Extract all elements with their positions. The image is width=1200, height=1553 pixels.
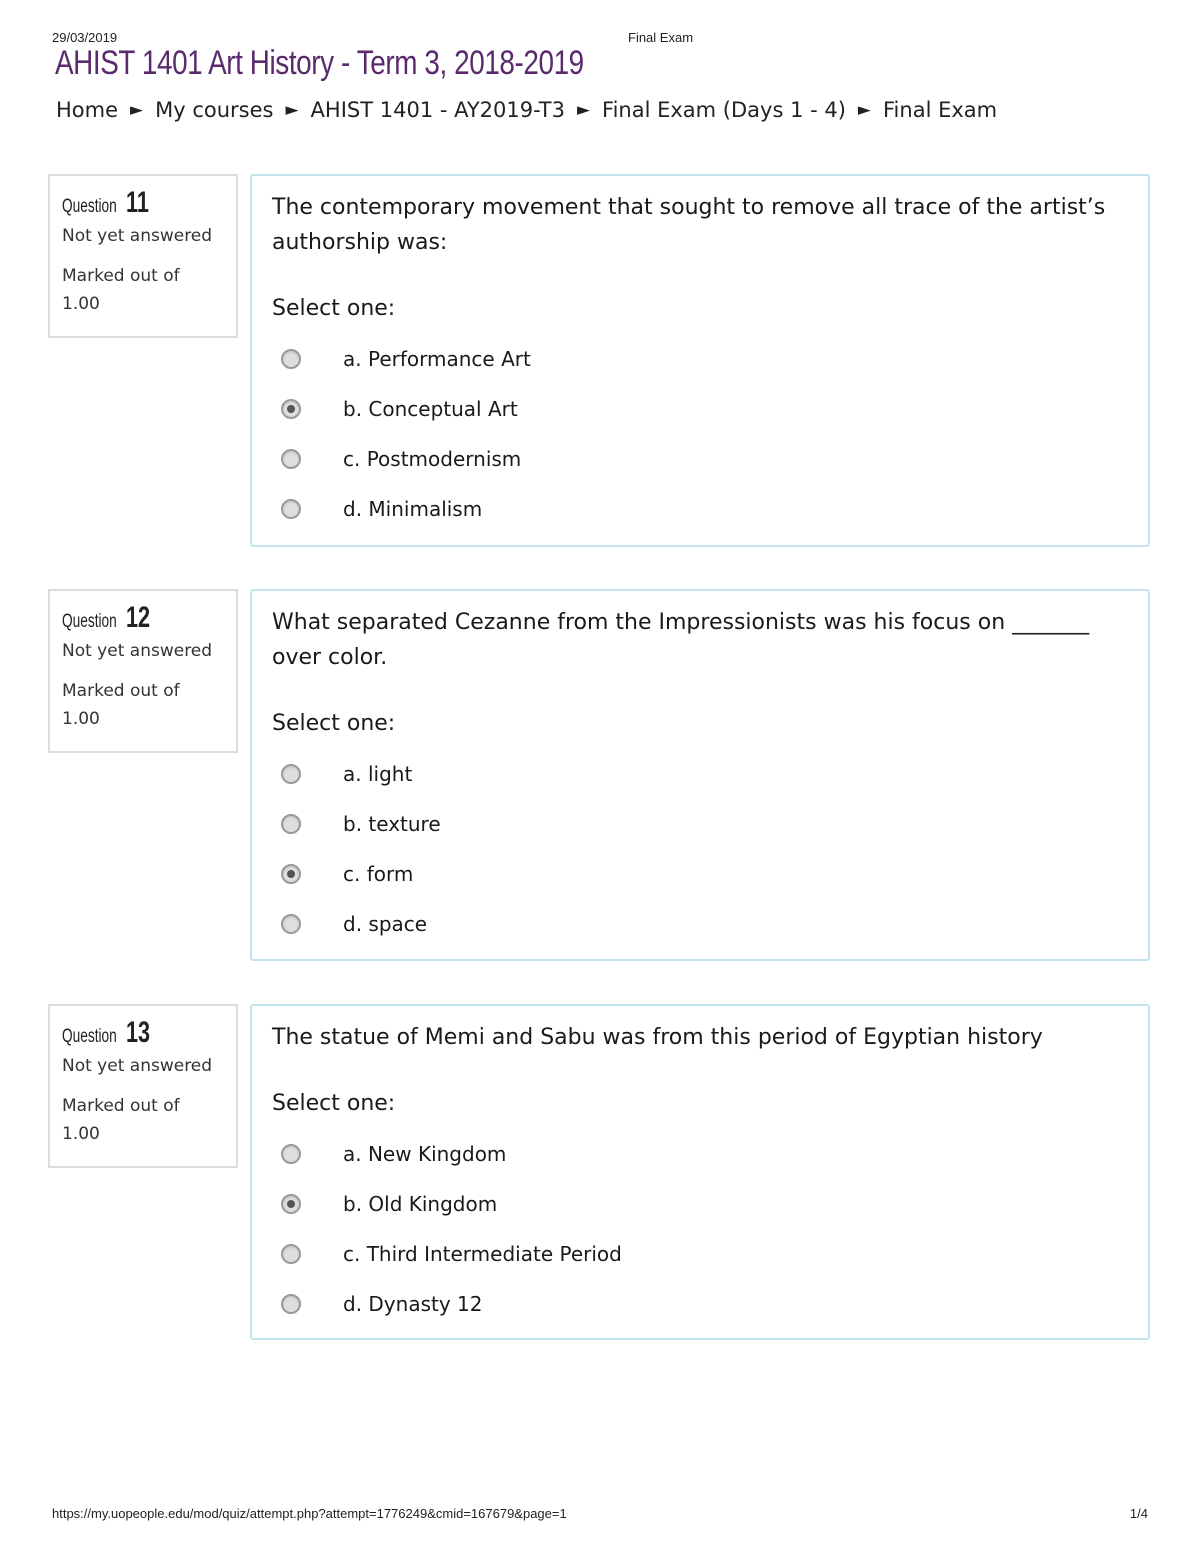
print-page-title: Final Exam: [628, 30, 694, 45]
answer-option[interactable]: [272, 799, 1128, 849]
question-number: [62, 186, 224, 222]
question-state: Not yet answered: [62, 1056, 213, 1076]
question-text: The contemporary movement that sought to remove all trace of the artist’s authorship was:: [272, 195, 1106, 255]
select-prompt: Select one:: [272, 711, 396, 736]
answer-label[interactable]: c. Third Intermediate Period: [343, 1242, 622, 1266]
radio-button[interactable]: [281, 864, 301, 884]
grade-label: Marked out of: [62, 1096, 180, 1116]
radio-button[interactable]: [281, 764, 301, 784]
question-text: What separated Cezanne from the Impressionists was his focus on _______ over color.: [272, 610, 1090, 670]
question-grade: [62, 1092, 224, 1148]
answer-option[interactable]: [272, 484, 1128, 534]
radio-button[interactable]: [281, 814, 301, 834]
radio-button[interactable]: [281, 349, 301, 369]
question-number-value: 11: [126, 186, 149, 219]
radio-button[interactable]: [281, 1294, 301, 1314]
breadcrumb-separator-icon: ►: [285, 100, 299, 120]
radio-button[interactable]: [281, 1244, 301, 1264]
answer-list: [272, 749, 1128, 949]
grade-value: 1.00: [62, 1124, 100, 1144]
answer-option[interactable]: [272, 1279, 1128, 1329]
answer-option[interactable]: [272, 334, 1128, 384]
breadcrumb-course[interactable]: AHIST 1401 - AY2019-T3: [310, 98, 565, 122]
answer-list: [272, 1129, 1128, 1329]
question-info: [48, 1004, 238, 1168]
question-content: [250, 174, 1150, 547]
question-content: [250, 589, 1150, 961]
answer-option[interactable]: [272, 1179, 1128, 1229]
answer-option[interactable]: [272, 1229, 1128, 1279]
course-title: AHIST 1401 Art History - Term 3, 2018-2019: [55, 44, 584, 82]
grade-value: 1.00: [62, 294, 100, 314]
grade-label: Marked out of: [62, 681, 180, 701]
question-label: Question: [62, 1026, 117, 1047]
answer-label[interactable]: b. Conceptual Art: [343, 397, 518, 421]
question-info: [48, 174, 238, 338]
breadcrumb-home[interactable]: Home: [56, 98, 119, 122]
question-grade: [62, 677, 224, 733]
breadcrumb-exam-section[interactable]: Final Exam (Days 1 - 4): [602, 98, 846, 122]
answer-label[interactable]: d. Minimalism: [343, 497, 483, 521]
print-footer: [52, 1506, 1148, 1524]
question-number: [62, 1016, 224, 1052]
radio-button[interactable]: [281, 914, 301, 934]
answer-option[interactable]: [272, 749, 1128, 799]
breadcrumb-separator-icon: ►: [130, 100, 144, 120]
print-url: https://my.uopeople.edu/mod/quiz/attempt.php?attempt=1776249&cmid=167679&page=1: [52, 1506, 567, 1521]
radio-button[interactable]: [281, 1144, 301, 1164]
answer-list: [272, 334, 1128, 534]
answer-label[interactable]: d. space: [343, 912, 428, 936]
answer-option[interactable]: [272, 1129, 1128, 1179]
question-label: Question: [62, 611, 117, 632]
radio-button[interactable]: [281, 449, 301, 469]
breadcrumb-separator-icon: ►: [857, 100, 871, 120]
question-state: Not yet answered: [62, 226, 213, 246]
answer-option[interactable]: [272, 384, 1128, 434]
question-number-value: 13: [126, 1016, 151, 1049]
question-content: [250, 1004, 1150, 1340]
radio-button[interactable]: [281, 1194, 301, 1214]
answer-option[interactable]: [272, 899, 1128, 949]
question-label: Question: [62, 196, 117, 217]
breadcrumb-separator-icon: ►: [576, 100, 591, 120]
question-number: [62, 601, 224, 637]
grade-label: Marked out of: [62, 266, 180, 286]
print-page-number: 1/4: [1129, 1506, 1148, 1521]
answer-label[interactable]: a. light: [343, 762, 413, 786]
answer-label[interactable]: a. Performance Art: [343, 347, 531, 371]
select-prompt: Select one:: [272, 296, 396, 321]
answer-label[interactable]: c. form: [343, 862, 414, 886]
select-prompt: Select one:: [272, 1091, 396, 1116]
answer-label[interactable]: b. texture: [343, 812, 441, 836]
answer-label[interactable]: c. Postmodernism: [343, 447, 522, 471]
print-date: 29/03/2019: [52, 30, 118, 45]
question-info: [48, 589, 238, 753]
question-number-value: 12: [126, 601, 151, 634]
question-state: Not yet answered: [62, 641, 213, 661]
breadcrumb: [56, 94, 997, 126]
answer-option[interactable]: [272, 849, 1128, 899]
radio-button[interactable]: [281, 499, 301, 519]
answer-label[interactable]: b. Old Kingdom: [343, 1192, 498, 1216]
answer-label[interactable]: d. Dynasty 12: [343, 1292, 483, 1316]
question-grade: [62, 262, 224, 318]
question-text: The statue of Memi and Sabu was from this period of Egyptian history: [272, 1025, 1043, 1050]
answer-option[interactable]: [272, 434, 1128, 484]
answer-label[interactable]: a. New Kingdom: [343, 1142, 507, 1166]
breadcrumb-final-exam[interactable]: Final Exam: [883, 98, 998, 122]
breadcrumb-my-courses[interactable]: My courses: [155, 98, 274, 122]
radio-button[interactable]: [281, 399, 301, 419]
grade-value: 1.00: [62, 709, 100, 729]
